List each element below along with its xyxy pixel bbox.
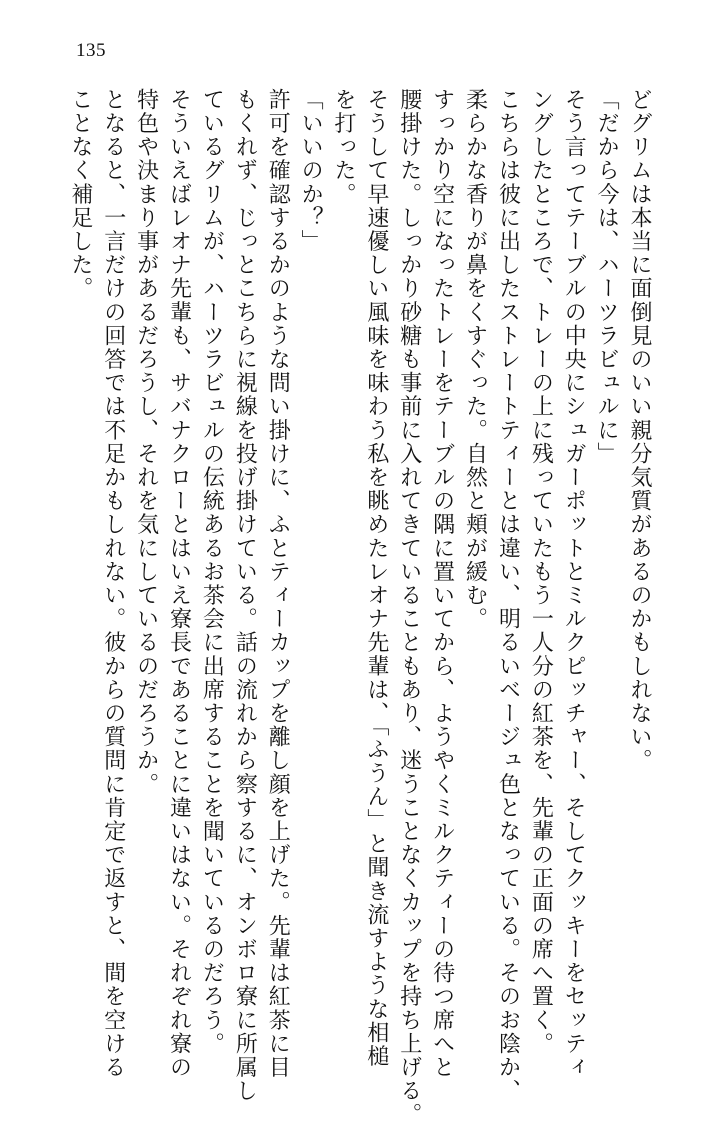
text-line: を打った。 [330, 88, 356, 206]
text-line: 柔らかな香りが鼻をくすぐった。自然と頬が緩む。 [462, 88, 488, 631]
text-line: そう言ってテーブルの中央にシュガーポットとミルクピッチャー、そしてクッキーをセッティ [561, 88, 587, 1080]
text-line: もくれず、じっとこちらに視線を投げ掛けている。話の流れから察するに、オンボロ寮に所属し [232, 88, 258, 1103]
text-line: そういえばレオナ先輩も、サバナクローとはいえ寮長であることに違いはない。それぞれ寮の [166, 88, 192, 1080]
text-line: 「だから今は、ハーツラビュルに」 [594, 88, 620, 466]
text-line: 腰掛けた。しっかり砂糖も事前に入れてきていることもあり、迷うことなくカップを持ち上げる。 [396, 88, 422, 1126]
text-line: ているグリムが、ハーツラビュルの伝統あるお茶会に出席することを聞いているのだろう。 [199, 88, 225, 1056]
text-line: どグリムは本当に面倒見のいい親分気質があるのかもしれない。 [627, 88, 652, 773]
text-line: すっかり空になったトレーをテーブルの隅に置いてから、ようやくミルクティーの待つ席へと [429, 88, 455, 1080]
body-text [67, 88, 652, 1126]
text-line: そうして早速優しい風味を味わう私を眺めたレオナ先輩は、「ふうん」と聞き流すような相槌 [363, 88, 389, 1069]
text-line: 許可を確認するかのような問い掛けに、ふとティーカップを離し顔を上げた。先輩は紅茶に目 [265, 88, 291, 1080]
page-number: 135 [76, 40, 106, 61]
text-line: ことなく補足した。 [67, 88, 93, 301]
text-line: 「いいのか？」 [298, 88, 324, 254]
text-line: となると、一言だけの回答では不足かもしれない。彼からの質問に肯定で返すと、間を空ける [100, 88, 126, 1080]
text-line: こちらは彼に出したストレートティーとは違い、明るいベージュ色となっている。そのお陰か、 [495, 88, 521, 1103]
text-line: 特色や決まり事があるだろうし、それを気にしているのだろうか。 [133, 88, 159, 796]
text-line: ングしたところで、トレーの上に残っていたもう一人分の紅茶を、先輩の正面の席へ置く。 [528, 88, 554, 1056]
